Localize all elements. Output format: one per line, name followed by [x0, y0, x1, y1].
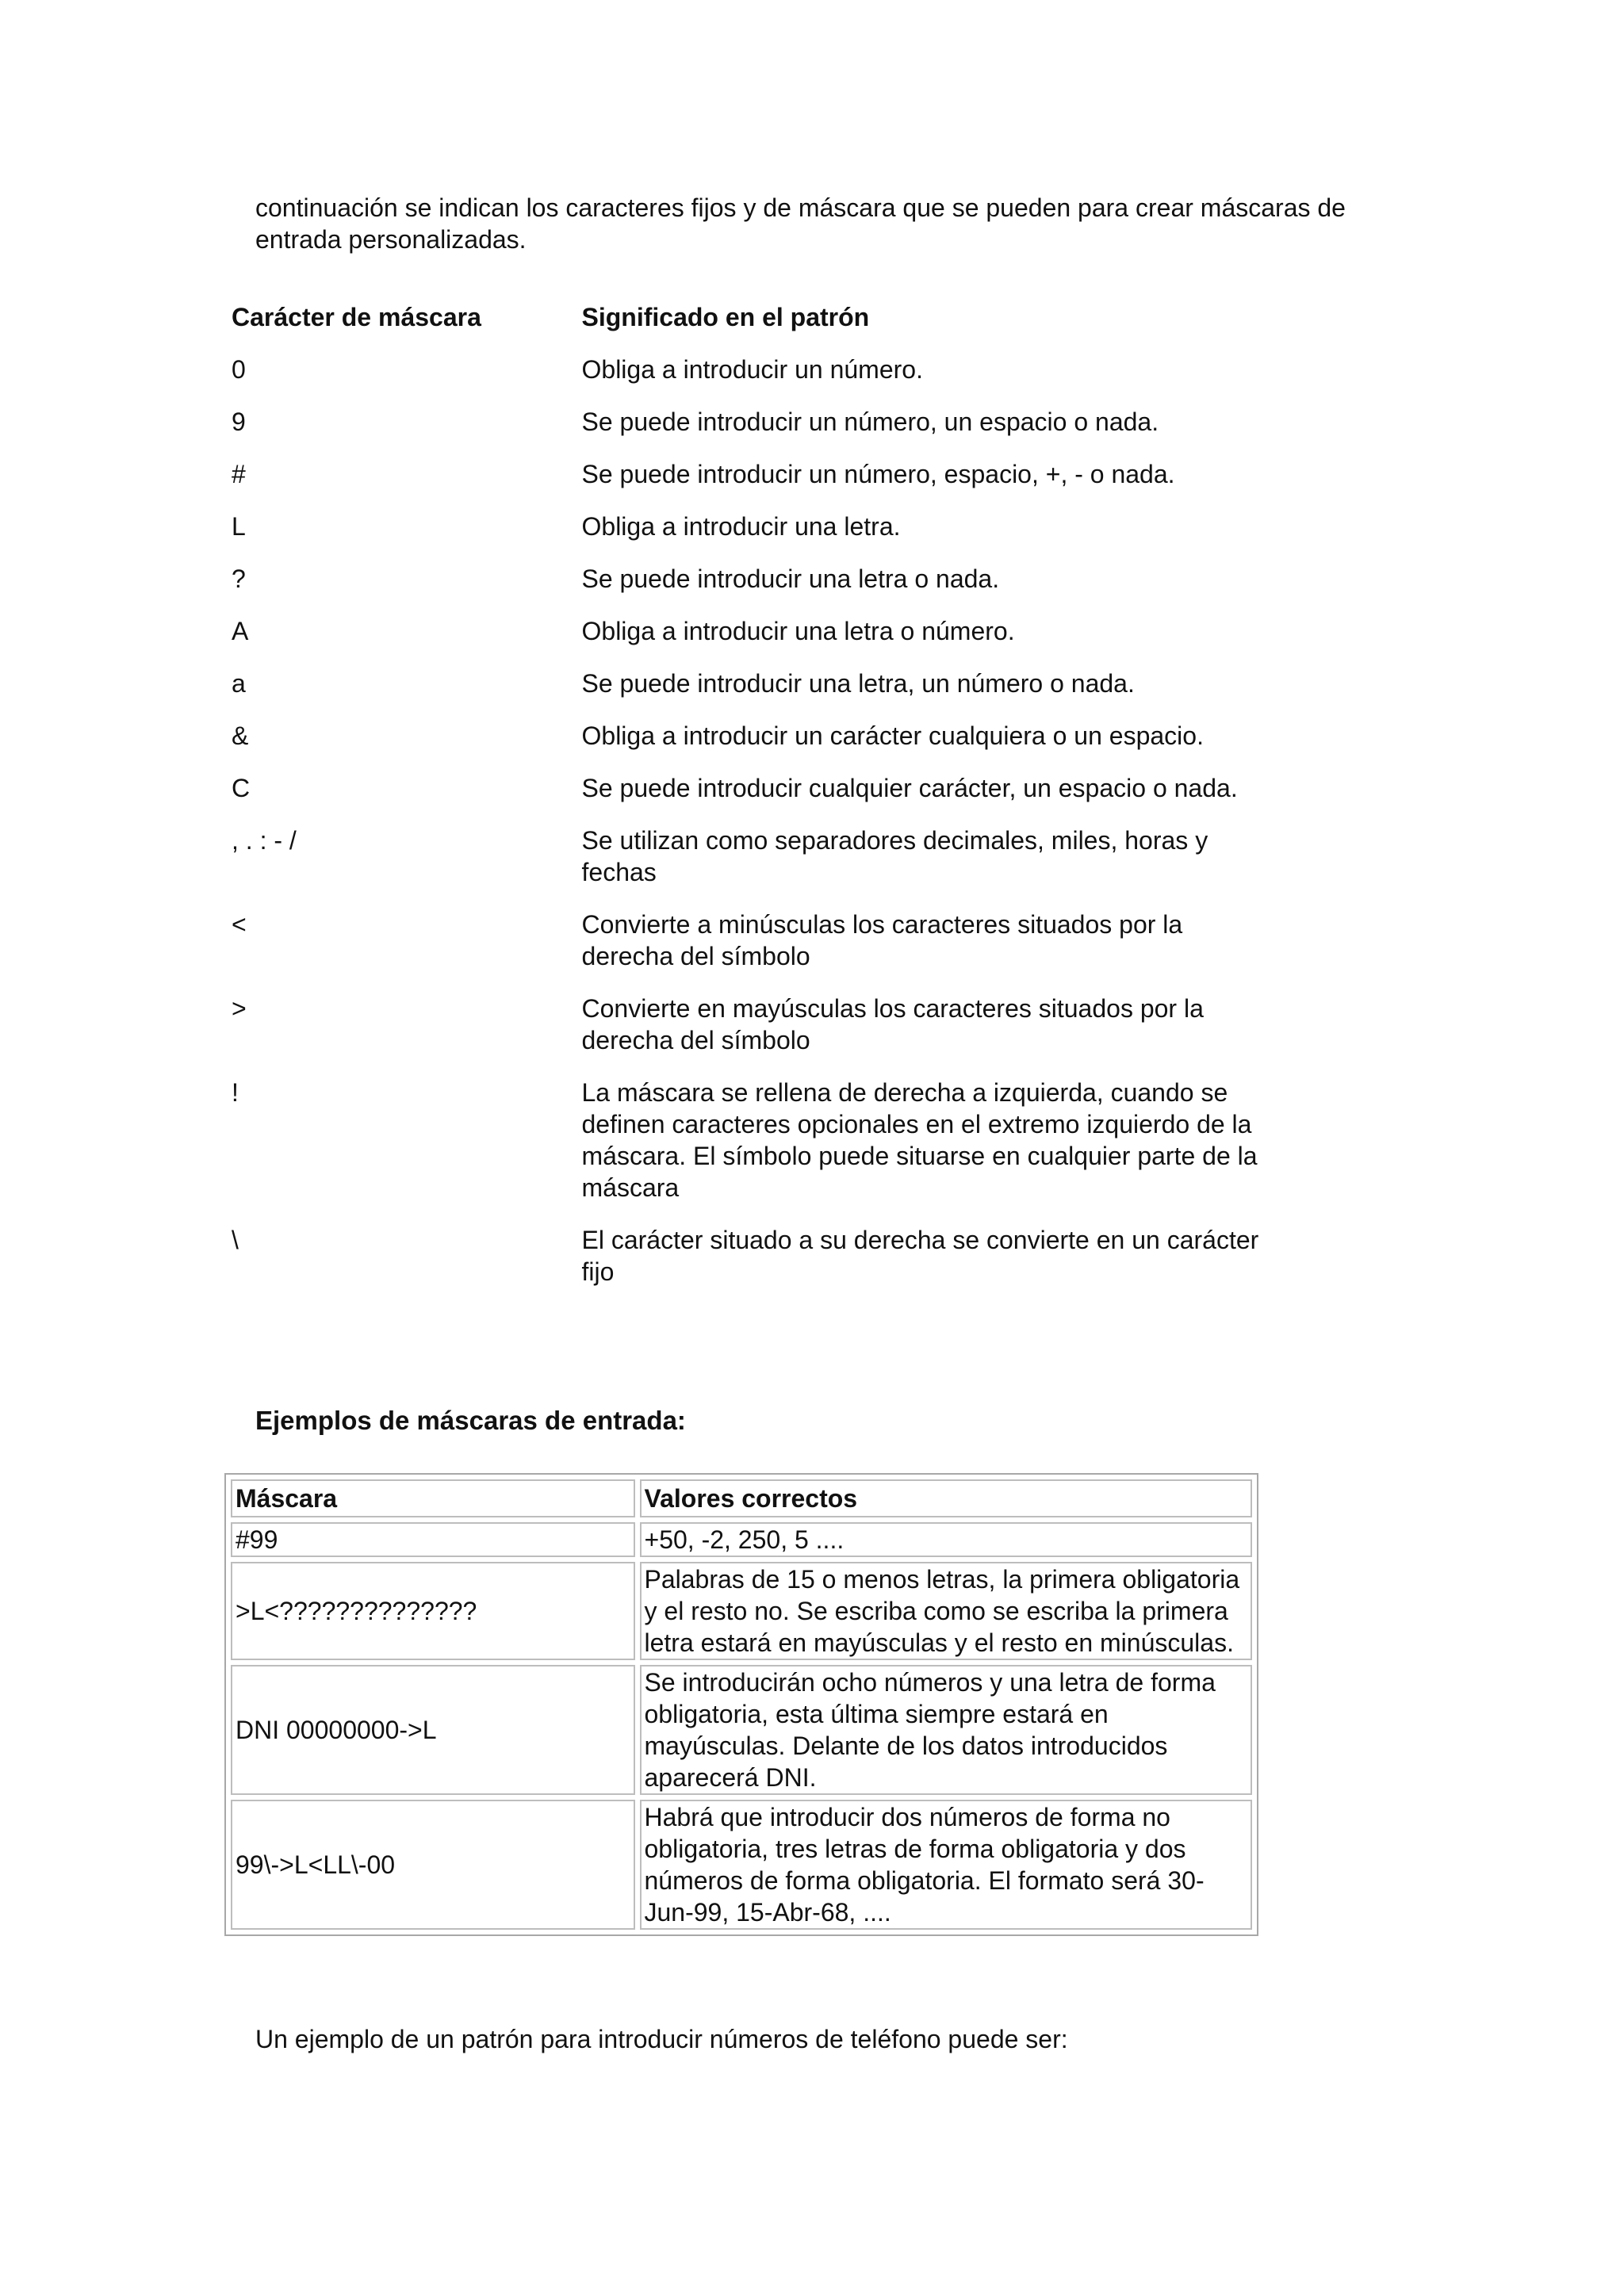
mask-meaning: Obliga a introducir una letra o número. [581, 617, 1015, 645]
table-row [232, 720, 1262, 772]
table-row [232, 1224, 1262, 1308]
table-row [232, 993, 1262, 1077]
table-row [232, 563, 1262, 615]
example-values: Se introducirán ocho números y una letra de forma obligatoria, esta última siempre estará en mayúsculas. Delante de los datos introducidos aparecerá DNI. [640, 1665, 1253, 1795]
table-row [231, 1800, 1252, 1930]
table-row [231, 1562, 1252, 1660]
mask-meaning: Obliga a introducir una letra. [581, 512, 901, 541]
table-row [231, 1665, 1252, 1795]
example-values: Palabras de 15 o menos letras, la primera obligatoria y el resto no. Se escriba como se escriba la primera letra estará en mayúsculas y el resto en minúsculas. [640, 1562, 1253, 1660]
mask-meaning: Obliga a introducir un número. [581, 355, 923, 384]
mask-meaning: Se utilizan como separadores decimales, miles, horas y fechas [581, 826, 1208, 886]
mask-character: , . : - / [232, 826, 297, 855]
table-row [232, 909, 1262, 993]
table-row [232, 1077, 1262, 1224]
table-row [232, 511, 1262, 563]
mask-character: L [232, 512, 246, 541]
mask-meaning: Convierte a minúsculas los caracteres situados por la derecha del símbolo [581, 910, 1183, 970]
mask-character: # [232, 460, 246, 488]
mask-character: & [232, 721, 249, 750]
header-mask-character: Carácter de máscara [232, 303, 481, 331]
example-values: +50, -2, 250, 5 .... [640, 1522, 1253, 1557]
table-row [231, 1522, 1252, 1557]
examples-header-row [231, 1479, 1252, 1517]
table-row [232, 668, 1262, 720]
mask-meaning: Se puede introducir una letra, un número o nada. [581, 669, 1135, 698]
header-meaning: Significado en el patrón [581, 303, 870, 331]
mask-character: > [232, 994, 247, 1023]
mask-character: ! [232, 1078, 239, 1107]
mask-character: 0 [232, 355, 246, 384]
example-mask: #99 [231, 1522, 635, 1557]
mask-character: a [232, 669, 246, 698]
mask-character: A [232, 617, 249, 645]
table-row [232, 615, 1262, 668]
example-mask: 99\->L<LL\-00 [231, 1800, 635, 1930]
examples-table [224, 1473, 1258, 1936]
mask-meaning: Se puede introducir un número, espacio, +, - o nada. [581, 460, 1175, 488]
example-mask: >L<?????????????? [231, 1562, 635, 1660]
mask-character: < [232, 910, 247, 939]
mask-meaning: El carácter situado a su derecha se convierte en un carácter fijo [581, 1226, 1259, 1286]
examples-heading: Ejemplos de máscaras de entrada: [255, 1406, 686, 1435]
mask-meaning: Convierte en mayúsculas los caracteres situados por la derecha del símbolo [581, 994, 1204, 1054]
mask-character: ? [232, 564, 246, 593]
mask-meaning: Se puede introducir un número, un espacio o nada. [581, 408, 1159, 436]
header-mask: Máscara [231, 1479, 635, 1517]
mask-characters-table [232, 301, 1262, 1308]
table-row [232, 825, 1262, 909]
table-row [232, 458, 1262, 511]
mask-character: \ [232, 1226, 239, 1254]
header-valid-values: Valores correctos [640, 1479, 1253, 1517]
mask-meaning: Se puede introducir una letra o nada. [581, 564, 1000, 593]
mask-meaning: La máscara se rellena de derecha a izquierda, cuando se definen caracteres opcionales en el extremo izquierdo de la máscara. El símbolo puede situarse en cualquier parte de la máscara [581, 1078, 1258, 1202]
example-mask: DNI 00000000->L [231, 1665, 635, 1795]
mask-table-header-row [232, 301, 1262, 354]
table-row [232, 354, 1262, 406]
mask-meaning: Obliga a introducir un carácter cualquiera o un espacio. [581, 721, 1204, 750]
mask-meaning: Se puede introducir cualquier carácter, un espacio o nada. [581, 774, 1238, 802]
table-row [232, 772, 1262, 825]
example-values: Habrá que introducir dos números de forma no obligatoria, tres letras de forma obligatoria y dos números de forma obligatoria. El formato será 30-Jun-99, 15-Abr-68, .... [640, 1800, 1253, 1930]
intro-paragraph: continuación se indican los caracteres fijos y de máscara que se pueden para crear máscaras de entrada personalizadas. [255, 193, 1346, 254]
mask-character: 9 [232, 408, 246, 436]
table-row [232, 406, 1262, 458]
closing-paragraph: Un ejemplo de un patrón para introducir números de teléfono puede ser: [255, 2025, 1068, 2053]
mask-character: C [232, 774, 251, 802]
